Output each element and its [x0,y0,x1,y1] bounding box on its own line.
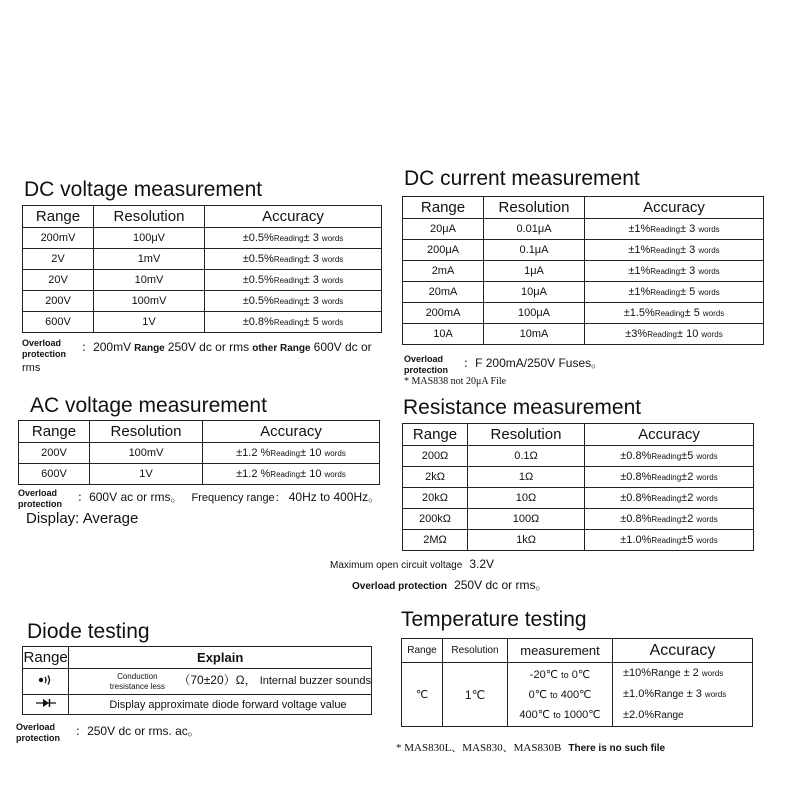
accuracy-words: words [701,330,723,339]
diode-explain: Display approximate diode forward voltage value [69,695,372,715]
ac-voltage-overload: Overload protection ：600V ac or rms。 Frequency range： 40Hz to 400Hz。 [18,488,381,509]
header-accuracy: Accuracy [203,421,380,443]
accuracy-percent: ±3% [625,328,648,340]
accuracy-count: ± 5 [680,286,696,298]
accuracy-words: words [696,494,718,503]
accuracy-cell [205,270,382,291]
accuracy-words: words [696,515,718,524]
diode-table [22,646,372,715]
header-resolution: Resolution [90,421,203,443]
table-row [403,261,764,282]
range-cell: 2MΩ [403,530,468,551]
resolution-cell: 0.1Ω [468,446,585,467]
header-explain: Explain [69,647,372,669]
accuracy-words: words [702,309,725,318]
diode-icon-cell [23,695,69,715]
accuracy-percent: ±1% [628,244,651,256]
table-row [19,464,380,485]
header-range: Range [19,421,90,443]
dc-voltage-title: DC voltage measurement [24,178,263,201]
range-cell: 600V [23,312,94,333]
accuracy-count: ± 3 [680,244,696,256]
accuracy-cell [205,228,382,249]
accuracy-percent: ±1.0% [620,534,652,546]
accuracy-percent: ±1.5% [623,307,655,319]
accuracy-percent: ±0.5% [242,295,274,307]
accuracy-count: ±5 [681,534,694,546]
temperature-resolution: 1℃ [443,663,508,727]
accuracy-percent: ±1% [628,265,651,277]
dc-current-title: DC current measurement [404,167,640,190]
table-row [403,303,764,324]
ac-voltage-display: Display: Average [26,510,139,527]
accuracy-percent: ±1% [628,286,651,298]
accuracy-cell [203,443,380,464]
range-cell: 20V [23,270,94,291]
table-row [23,291,382,312]
diode-title: Diode testing [27,620,150,643]
accuracy-cell [585,488,754,509]
accuracy-count: ± 3 [303,295,319,307]
accuracy-reading: Reading [651,515,682,524]
dc-voltage-table [22,205,382,333]
temperature-accuracies [613,663,753,727]
table-row [23,249,382,270]
temperature-accuracy: ±10%Range ± 2 words [623,667,724,679]
header-range: Range [402,639,443,663]
accuracy-percent: ±0.5% [242,253,274,265]
header-resolution: Resolution [443,639,508,663]
accuracy-words: words [321,297,344,306]
accuracy-cell [585,446,754,467]
resolution-cell: 1V [94,312,205,333]
resistance-open-circuit: Maximum open circuit voltage 3.2V [330,557,495,571]
header-range: Range [403,424,468,446]
accuracy-percent: ±1.2 % [236,447,271,459]
header-accuracy: Accuracy [205,206,382,228]
accuracy-reading: Reading [651,473,682,482]
header-measurement: measurement [508,639,613,663]
table-row [403,446,754,467]
resolution-cell: 100μV [94,228,205,249]
accuracy-reading: Reading [273,234,304,243]
dc-current-table [402,196,764,345]
dc-current-note: * MAS838 not 20μA File [404,376,507,387]
table-row [403,488,754,509]
diode-overload: Overload protection ：250V dc or rms. ac。 [16,722,200,743]
accuracy-words: words [321,318,344,327]
dc-voltage-overload: Overload protection ：200mV Range 250V dc or rms other Range 600V dc or [22,338,372,359]
table-row [403,282,764,303]
accuracy-percent: ±0.8% [620,471,652,483]
ac-voltage-title: AC voltage measurement [30,394,267,417]
accuracy-cell [205,291,382,312]
accuracy-reading: Reading [650,225,681,234]
accuracy-reading: Reading [273,276,304,285]
range-cell: 200V [23,291,94,312]
accuracy-words: words [698,267,720,276]
measurement-range: -20℃ to 0℃ [529,668,591,681]
resolution-cell: 1Ω [468,467,585,488]
table-row [403,219,764,240]
header-resolution: Resolution [484,197,585,219]
range-cell: 2kΩ [403,467,468,488]
accuracy-reading: Reading [647,330,677,339]
measurement-range: 0℃ to 400℃ [528,688,592,701]
dc-current-overload: Overload protection ：F 200mA/250V Fuses。 [404,354,604,375]
temperature-accuracy: ±1.0%Range ± 3 words [623,688,727,700]
accuracy-words: words [698,288,720,297]
range-cell: 200Ω [403,446,468,467]
accuracy-count: ± 3 [680,265,696,277]
accuracy-cell [585,509,754,530]
range-cell: 10A [403,324,484,345]
temperature-note: * MAS830L、MAS830、MAS830B There is no such file [396,742,666,754]
measurement-range: 400℃ to 1000℃ [519,708,601,721]
accuracy-cell [585,282,764,303]
resolution-cell: 1mV [94,249,205,270]
resolution-cell: 1μA [484,261,585,282]
accuracy-count: ± 3 [303,274,319,286]
accuracy-reading: Reading [273,255,304,264]
table-row [403,240,764,261]
accuracy-count: ±2 [681,471,694,483]
resolution-cell: 100Ω [468,509,585,530]
header-accuracy: Accuracy [613,639,753,663]
resolution-cell: 10μA [484,282,585,303]
resolution-cell: 0.01μA [484,219,585,240]
resolution-cell: 100mV [90,443,203,464]
accuracy-count: ± 10 [300,468,322,480]
accuracy-percent: ±0.8% [620,513,652,525]
header-resolution: Resolution [468,424,585,446]
accuracy-reading: Reading [270,449,301,458]
accuracy-words: words [321,234,344,243]
accuracy-reading: Reading [651,452,682,461]
header-range: Range [23,647,69,669]
table-row [23,312,382,333]
resistance-table [402,423,754,551]
accuracy-reading: Reading [650,267,681,276]
accuracy-words: words [324,449,346,458]
accuracy-words: words [698,225,720,234]
range-cell: 20kΩ [403,488,468,509]
resolution-cell: 1V [90,464,203,485]
accuracy-cell [585,530,754,551]
header-resolution: Resolution [94,206,205,228]
range-cell: 200kΩ [403,509,468,530]
accuracy-reading: Reading [650,246,681,255]
accuracy-reading: Reading [651,536,682,545]
accuracy-percent: ±1% [628,223,651,235]
accuracy-reading: Reading [654,309,685,318]
diode-icon [35,698,57,708]
table-row [403,467,754,488]
temperature-accuracy: ±2.0%Range [623,709,684,721]
accuracy-words: words [698,246,720,255]
range-cell: 200mV [23,228,94,249]
accuracy-percent: ±0.5% [242,232,274,244]
accuracy-percent: ±0.8% [242,316,274,328]
range-cell: 20mA [403,282,484,303]
buzzer-icon [37,674,55,686]
header-accuracy: Accuracy [585,424,754,446]
accuracy-cell [585,303,764,324]
accuracy-cell [203,464,380,485]
header-range: Range [403,197,484,219]
resolution-cell: 0.1μA [484,240,585,261]
accuracy-count: ±5 [681,450,694,462]
accuracy-count: ± 3 [303,253,319,265]
accuracy-cell [585,261,764,282]
accuracy-count: ± 5 [303,316,319,328]
ac-voltage-table [18,420,380,485]
accuracy-cell [585,240,764,261]
range-cell: 2V [23,249,94,270]
accuracy-count: ±2 [681,513,694,525]
accuracy-cell [585,467,754,488]
accuracy-reading: Reading [273,318,304,327]
accuracy-words: words [321,255,344,264]
accuracy-cell [205,249,382,270]
temperature-unit: ℃ [402,663,443,727]
resolution-cell: 100μA [484,303,585,324]
accuracy-count: ± 10 [300,447,322,459]
accuracy-count: ± 3 [680,223,696,235]
accuracy-words: words [696,536,718,545]
accuracy-count: ±2 [681,492,694,504]
header-accuracy: Accuracy [585,197,764,219]
table-row [403,509,754,530]
table-row [23,228,382,249]
table-row [19,443,380,464]
accuracy-words: words [696,452,718,461]
resistance-title: Resistance measurement [403,396,642,419]
accuracy-reading: Reading [273,297,304,306]
range-cell: 200V [19,443,90,464]
resolution-cell: 10mA [484,324,585,345]
temperature-table [401,638,753,727]
accuracy-cell [585,219,764,240]
accuracy-cell [205,312,382,333]
resolution-cell: 1kΩ [468,530,585,551]
resolution-cell: 10mV [94,270,205,291]
accuracy-count: ± 10 [677,328,699,340]
buzzer-explain: Conduction tresistance less （70±20）Ω， Internal buzzer sounds [69,669,372,695]
table-row [403,324,764,345]
buzzer-icon-cell [23,669,69,695]
range-cell: 200μA [403,240,484,261]
accuracy-reading: Reading [651,494,682,503]
range-cell: 2mA [403,261,484,282]
header-range: Range [23,206,94,228]
table-row [23,270,382,291]
accuracy-percent: ±1.2 % [236,468,271,480]
temperature-measurements [508,663,613,727]
resolution-cell: 10Ω [468,488,585,509]
accuracy-words: words [324,470,346,479]
accuracy-words: words [696,473,718,482]
range-cell: 20μA [403,219,484,240]
accuracy-percent: ±0.8% [620,450,652,462]
accuracy-words: words [321,276,344,285]
range-cell: 200mA [403,303,484,324]
resolution-cell: 100mV [94,291,205,312]
accuracy-percent: ±0.8% [620,492,652,504]
accuracy-percent: ±0.5% [242,274,274,286]
accuracy-cell [585,324,764,345]
range-cell: 600V [19,464,90,485]
resistance-overload: Overload protection 250V dc or rms。 [352,578,548,592]
accuracy-count: ± 5 [684,307,700,319]
dc-voltage-overload-rms: rms [22,362,41,374]
temperature-title: Temperature testing [401,608,587,631]
accuracy-reading: Reading [270,470,301,479]
table-row [403,530,754,551]
accuracy-count: ± 3 [303,232,319,244]
accuracy-reading: Reading [650,288,681,297]
